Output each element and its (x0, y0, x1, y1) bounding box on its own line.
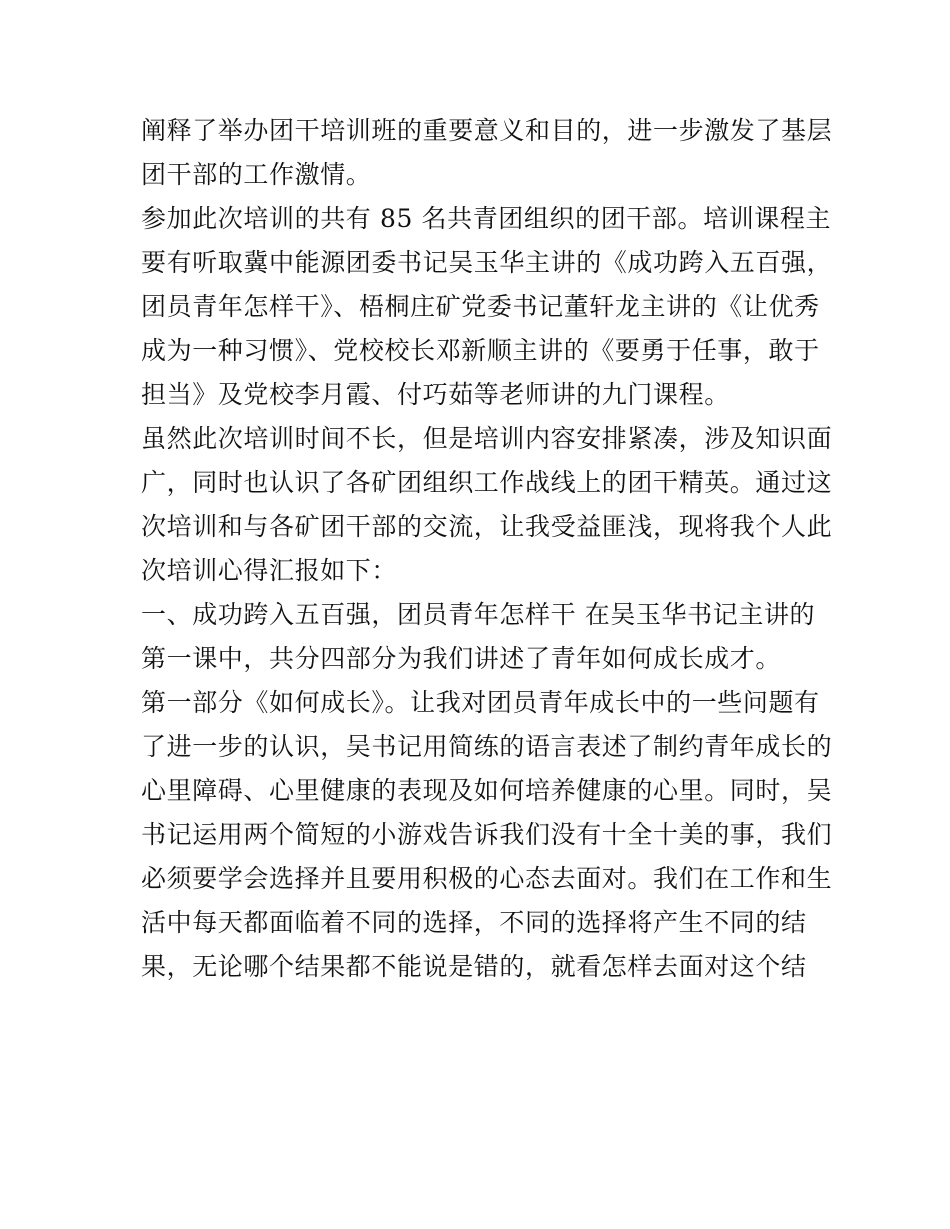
text-line: 次培训心得汇报如下： (141, 556, 398, 585)
text-line: 必须要学会选择并且要用积极的心态去面对。我们在工作和生 (141, 864, 833, 893)
text-line: 次培训和与各矿团干部的交流，让我受益匪浅，现将我个人此 (141, 512, 833, 541)
text-line: 广，同时也认识了各矿团组织工作战线上的团干精英。通过这 (141, 468, 833, 497)
text-line: 心里障碍、心里健康的表现及如何培养健康的心里。同时，吴 (141, 776, 833, 805)
text-line: 果，无论哪个结果都不能说是错的，就看怎样去面对这个结 (141, 952, 807, 981)
text-line: 团干部的工作激情。 (141, 160, 372, 189)
text-line: 阐释了举办团干培训班的重要意义和目的，进一步激发了基层 (141, 116, 833, 145)
text-line: 书记运用两个简短的小游戏告诉我们没有十全十美的事，我们 (141, 820, 833, 849)
text-line: 担当》及党校李月霞、付巧茹等老师讲的九门课程。 (141, 380, 730, 409)
text-line: 第一部分《如何成长》。让我对团员青年成长中的一些问题有 (141, 688, 820, 717)
text-line: 成为一种习惯》、党校校长邓新顺主讲的《要勇于任事，敢于 (141, 336, 820, 365)
text-line: 团员青年怎样干》、梧桐庄矿党委书记董轩龙主讲的《让优秀 (141, 292, 820, 321)
text-line: 要有听取冀中能源团委书记吴玉华主讲的《成功跨入五百强， (141, 248, 833, 277)
text-line: 一、成功跨入五百强，团员青年怎样干 在吴玉华书记主讲的 (141, 600, 816, 629)
text-line: 第一课中，共分四部分为我们讲述了青年如何成长成才。 (141, 644, 782, 673)
document-body (141, 109, 833, 989)
text-line: 参加此次培训的共有 85 名共青团组织的团干部。培训课程主 (141, 204, 832, 233)
text-line: 活中每天都面临着不同的选择，不同的选择将产生不同的结 (141, 908, 807, 937)
text-line: 了进一步的认识，吴书记用简练的语言表述了制约青年成长的 (141, 732, 833, 761)
text-line: 虽然此次培训时间不长，但是培训内容安排紧凑，涉及知识面 (141, 424, 833, 453)
